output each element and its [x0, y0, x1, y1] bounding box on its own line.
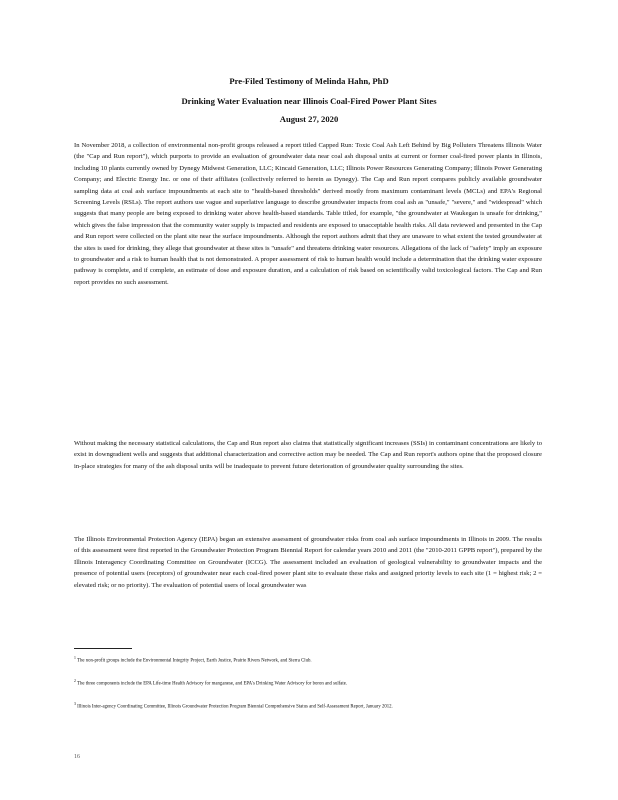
- testimony-title: Pre-Filed Testimony of Melinda Hahn, PhD: [229, 76, 389, 86]
- report-subtitle: Drinking Water Evaluation near Illinois Coal-Fired Power Plant Sites: [181, 96, 437, 106]
- footnote-3: $^3$ Illinois Inter-agency Coordinating Committee, Illinois Groundwater Protection Program Biennial Comprehensive Status and Self-Assessment Report, January 2012.: [74, 702, 393, 710]
- footnote-3-text: Illinois Inter-agency Coordinating Committee, Illinois Groundwater Protection Program Biennial Comprehensive Status and Self-Assessment Report, January 2012.: [77, 704, 393, 710]
- footnote-1: $^1$ The non-profit groups include the Environmental Integrity Project, Earth Justice, Prairie Rivers Network, and Sierra Club.: [74, 656, 312, 664]
- footnote-2: $^2$ The three components include the EPA Life-time Health Advisory for manganese, and EPA's Drinking Water Advisory for boron and sulfate.: [74, 679, 348, 687]
- page-number: 16: [74, 754, 80, 760]
- paragraph-statistical-claims: Without making the necessary statistical calculations, the Cap and Run report also claims that statistically significant increases (SSIs) in contaminant concentrations are likely to exist in downgradient wells and suggests that additional characterization and corrective action may be needed. The Cap and Run report's authors opine that the proposed closure in-place strategies for many of the ash disposal units will be inadequate to prevent future deterioration of groundwater quality surrounding the sites.: [74, 440, 542, 470]
- footnote-divider: [74, 648, 132, 649]
- paragraph-cap-and-run-summary: In November 2018, a collection of environmental non-profit groups released a report titled Capped Run: Toxic Coal Ash Left Behind by Big Polluters Threatens Illinois Water (the "Cap and Run report"), which purports to provide an evaluation of groundwater data near coal ash disposal units at current or former coal-fired power plants in Illinois, including 10 plants currently owned by Dynegy Midwest Generation, LLC; Kincaid Generation, LLC; Illinois Power Resources Generating Company; Illinois Power Generating Company; and Electric Energy Inc. or one of their affiliates (collectively referred to herein as Dynegy). The Cap and Run report compares publicly available groundwater sampling data at coal ash surface impoundments at each site to "health-based thresholds" derived mostly from maximum contaminant levels (MCLs) and EPA's Regional Screening Levels (RSLs). The report authors use vague and superlative language to describe groundwater impacts from coal ash as "unsafe," "severe," and "widespread" which suggests that many people are being exposed to drinking water above health-based standards. Table titled, for example, "the groundwater at Waukegan is unsafe for drinking," which gives the false impression that the community water supply is impacted and residents are exposed to unacceptable health risks. All data reviewed and presented in the Cap and Run report were collected on the plant site near the surface impoundments. Although the report authors admit that they are unaware to what extent the tested groundwater at the sites is used for drinking, they allege that groundwater at these sites is "unsafe" and threatens drinking water resources. Allegations of the lack of "safety" imply an exposure to groundwater and a risk to human health that is not demonstrated. A proper assessment of risk to human health would include a determination that the drinking water exposure pathway is complete, and if complete, an estimate of dose and exposure duration, and a calculation of risk based on scientifically valid toxicological factors. The Cap and Run report provides no such assessment.: [74, 142, 542, 286]
- paragraph-iepa-assessment: The Illinois Environmental Protection Agency (IEPA) began an extensive assessment of groundwater risks from coal ash surface impoundments in Illinois in 2009. The results of this assessment were first reported in the Groundwater Protection Program Biennial Report for calendar years 2010 and 2011 (the "2010-2011 GPPB report"), prepared by the Illinois Interagency Coordinating Committee on Groundwater (ICCG). The assessment included an evaluation of geological vulnerability to groundwater impacts and the presence of potential users (receptors) of groundwater near each coal-fired power plant site to evaluate these risks and assigned priority levels to each site (1 = highest risk; 2 = elevated risk; or no priority). The evaluation of potential users of local groundwater was: [74, 536, 542, 589]
- footnote-1-text: The non-profit groups include the Environmental Integrity Project, Earth Justice, Prairie Rivers Network, and Sierra Club.: [77, 658, 312, 664]
- report-date: August 27, 2020: [279, 114, 339, 124]
- footnote-2-text: The three components include the EPA Life-time Health Advisory for manganese, and EPA's Drinking Water Advisory for boron and sulfate.: [77, 681, 348, 687]
